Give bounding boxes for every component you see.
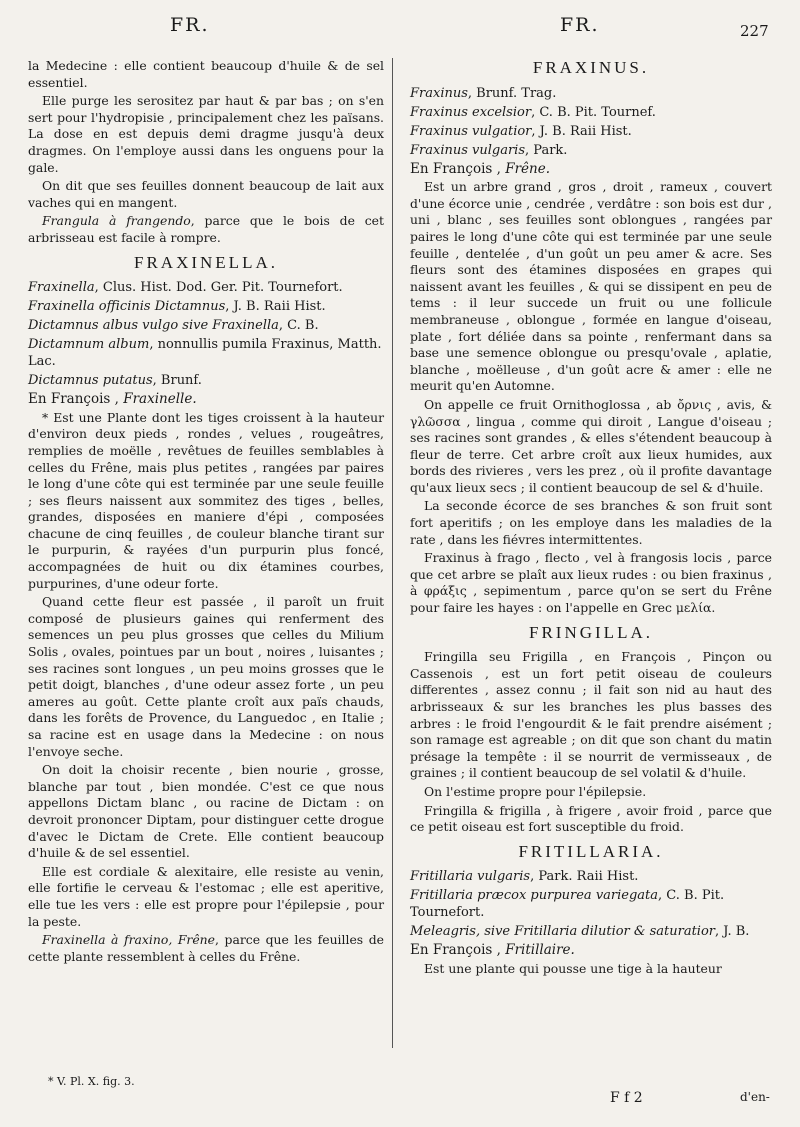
paragraph: On appelle ce fruit Ornithoglossa , ab ὄρνις , avis, & γλῶσσα , lingua , comme qui diroit , Langue d'oiseau ; ses racines sont grandes , & elles s'étendent beaucoup à fleur de terre. Cet arbre croît aux lieux humides, aux bords des rivieres , vers les prez , où il profite davantage qu'aux lieux secs ; il contient beaucoup de sel & d'huile. [410,396,772,495]
synonym-line: Meleagris, sive Fritillaria dilutior & saturatior, J. B. [410,924,750,940]
paragraph: Fringilla & frigilla , à frigere , avoir froid , parce que ce petit oiseau est fort susceptible du froid. [410,802,772,835]
paragraph: * Est une Plante dont les tiges croissent à la hauteur d'environ deux pieds , rondes , velues , rougeâtres, remplies de moëlle , revêtues de feuilles semblables à celles du Frêne, mais plus petites , rangées par paires le long d'une côte qui est terminée par une seule feuille ; ses fleurs naissent aux sommitez des tiges , belles, grandes, disposées en maniere d'épi , composées chacune de cinq feuilles , de couleur blanche tirant sur le purpurin, & rayées d'un purpurin plus foncé, accompagnées de huit ou dix étamines courbes, purpurines, d'une odeur forte. [28,409,384,591]
entry-heading-fritillaria: FRITILLARIA. [518,841,664,861]
running-header-left: FR. [170,14,210,36]
paragraph: On dit que ses feuilles donnent beaucoup de lait aux vaches qui en mangent. [28,178,384,210]
paragraph: Fraxinella à fraxino, Frêne, parce que les feuilles de cette plante ressemblent à celles du Frêne. [28,932,384,964]
running-header-right: FR. [560,14,600,36]
paragraph: La seconde écorce de ses branches & son fruit sont fort aperitifs ; on les employe dans les maladies de la rate , dans les fiévres intermittentes. [410,498,772,547]
entry-heading-fraxinus: FRAXINUS. [532,58,650,77]
synonym-line: Fraxinus vulgaris, Park. [410,142,568,158]
entry-heading-fraxinella: FRAXINELLA. [134,252,278,272]
paragraph: Elle est cordiale & alexitaire, elle resiste au venin, elle fortifie le cerveau & l'estomac ; elle est aperitive, elle tue les vers : elle est propre pour l'épilepsie , pour la peste. [28,863,384,929]
paragraph: Quand cette fleur est passée , il paroît un fruit composé de plusieurs gaines qui renferment des semences un peu plus grosses que celles du Milium Solis , ovales, pointues par un bout , noires , luisantes ; ses racines sont longues , un peu moins grosses que le petit doigt, blanches , d'une odeur assez forte , un peu ameres au goût. Cette plante croît aux païs chauds, dans les forêts de Provence, du Languedoc , en Italie ; sa racine est en usage dans la Medecine : on nous l'envoye seche. [28,594,384,759]
page-number: 227 [740,22,769,40]
footnote: * V. Pl. X. fig. 3. [48,1075,135,1088]
synonym-line: Fraxinella, Clus. Hist. Dod. Ger. Pit. Tournefort. [28,280,343,296]
synonym-line: Fraxinus vulgatior, J. B. Raii Hist. [410,123,632,139]
french-name-line: En François , Frêne. [410,160,551,177]
column-divider [392,58,393,1048]
latin-term: Frangula à frangendo [42,213,191,229]
synonym-line: Dictamnus putatus, Brunf. [28,373,202,389]
synonym-line: Fritillaria vulgaris, Park. Raii Hist. [410,869,639,885]
paragraph: On doit la choisir recente , bien nourie , grosse, blanche par tout , bien mondée. C'est ce que nous appellons Dictam blanc , ou racine de Dictam : on devroit prononcer Diptam, pour distinguer cette drogue d'avec le Dictam de Crete. Elle contient beaucoup d'huile & de sel essentiel. [28,762,384,861]
catchword: d'en- [740,1090,770,1104]
paragraph: Fringilla seu Frigilla , en François , Pinçon ou Cassenois , est un fort petit oiseau de couleurs differentes , assez connu ; il fait son nid au haut des arbrisseaux & sur les branches les plus basses des arbres : le froid l'engourdit & le fait prendre aisément ; son ramage est agreable ; on dit que son chant du matin présage la tempête : il se nourrit de vermisseaux , de graines ; il contient beaucoup de sel volatil & d'huile. [410,649,772,781]
synonym-line: Dictamnum album, nonnullis pumila Fraxinus, Matth. Lac. [28,337,382,370]
paragraph: Fraxinus à frago , flecto , vel à frangosis locis , parce que cet arbre se plaît aux lieux rudes : ou bien fraxinus , à φράξις , sepimentum , parce qu'on se sert du Frêne pour faire les hayes : on l'appelle en Grec μελία. [410,550,772,616]
paragraph: Est une plante qui pousse une tige à la hauteur [424,960,722,976]
right-column [410,58,772,980]
paragraph: Elle purge les serositez par haut & par bas ; on s'en sert pour l'hydropisie , principalement chez les païsans. La dose en est depuis demi dragme jusqu'à deux dragmes. On l'employe aussi dans les onguens pour la gale. [28,93,384,175]
french-name-line: En François , Fraxinelle. [28,391,197,408]
synonym-line: Fraxinus excelsior, C. B. Pit. Tournef. [410,104,656,120]
synonym-line: Fritillaria præcox purpurea variegata, C. B. Pit. Tournefort. [410,888,725,921]
synonym-line: Dictamnus albus vulgo sive Fraxinella, C. B. [28,318,319,334]
paragraph: Frangula à frangendo, parce que le bois de cet arbrisseau est facile à rompre. [28,213,384,245]
entry-heading-fringilla: FRINGILLA. [529,622,653,642]
paragraph: la Medecine : elle contient beaucoup d'huile & de sel essentiel. [28,58,384,90]
signature-mark: F f 2 [610,1090,643,1106]
synonym-line: Fraxinus, Brunf. Trag. [410,85,557,101]
paragraph: On l'estime propre pour l'épilepsie. [424,783,647,799]
synonym-line: Fraxinella officinis Dictamnus, J. B. Raii Hist. [28,299,326,315]
paragraph: Est un arbre grand , gros , droit , rameux , couvert d'une écorce unie , cendrée , verdâtre : son bois est dur , uni , blanc , ses feuilles sont oblongues , rangées par paires le long d'une côte qui est terminée par une seule feuille , dentelée , d'un goût un peu amer & acre. Ses fleurs sont des étamines disposées en grapes qui naissent avant les feuilles , & qui se dissipent en peu de tems : il leur succede un fruit ou une follicule membraneuse , oblongue , formée en langue d'oiseau, plate , fort déliée dans sa pointe , renfermant dans sa base une semence oblongue ou presqu'ovale , aplatie, blanche , moëlleuse , d'un goût acre & amer : elle ne meurit qu'en Automne. [410,179,772,394]
left-column [28,58,384,967]
french-name-line: En François , Fritillaire. [410,942,575,959]
